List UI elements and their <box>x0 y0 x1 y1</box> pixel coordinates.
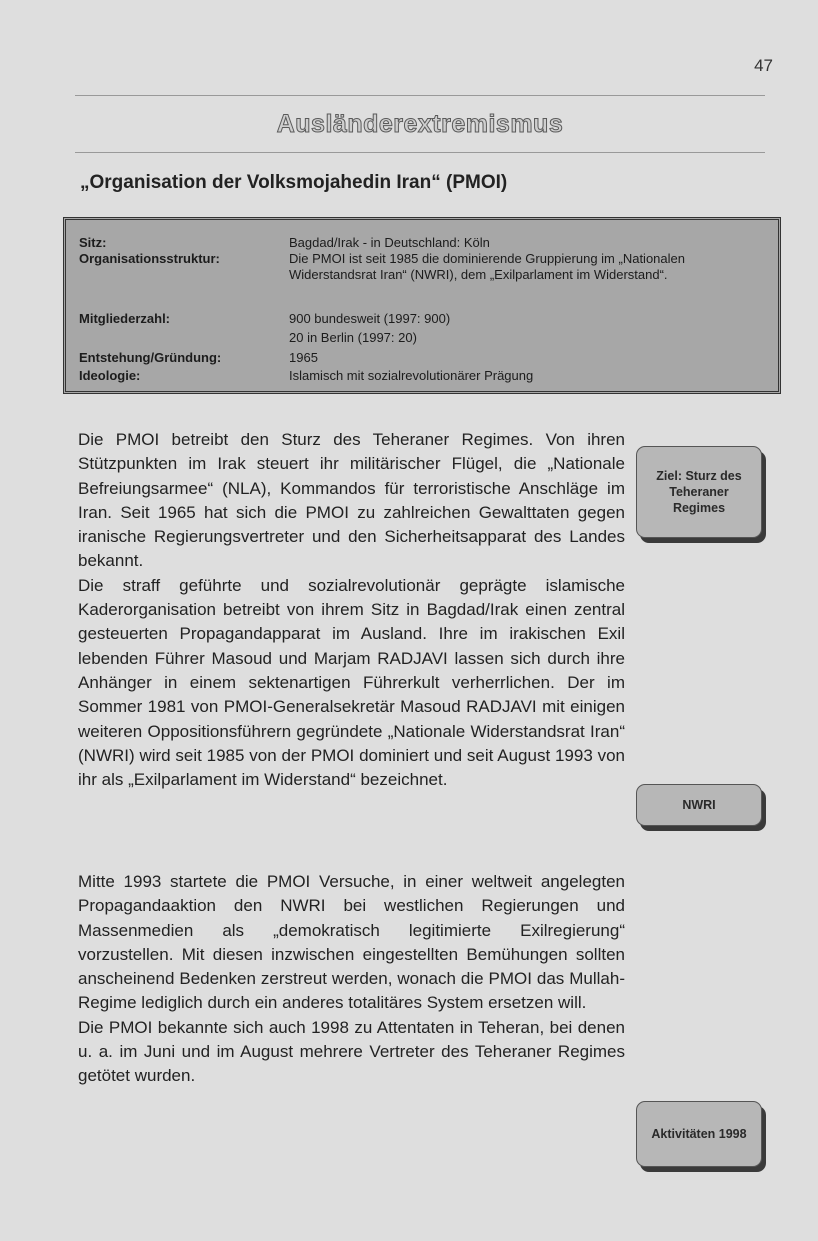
info-label-sitz: Sitz: <box>79 235 107 250</box>
info-box <box>63 217 781 394</box>
page-number: 47 <box>754 56 773 75</box>
paragraph-1: Die PMOI betreibt den Sturz des Teheraner Regimes. Von ihren Stützpunkten im Irak steuert ihr militärischer Flügel, die „Nationale Befreiungsarmee“ (NLA), Kommandos für terroristische Anschläge im Iran. Seit 1965 hat sich die PMOI zu zahlreichen Gewalttaten gegen iranische Regierungsvertreter und den Sicherheitsapparat des Landes bekannt. <box>78 430 625 571</box>
info-value-ideologie: Islamisch mit sozialrevolutionärer Prägung <box>289 368 534 383</box>
info-value-gruendung: 1965 <box>289 350 318 365</box>
paragraph-4: Die PMOI bekannte sich auch 1998 zu Attentaten in Teheran, bei denen u. a. im Juni und im August mehrere Vertreter des Teheraner Regimes getötet wurden. <box>78 1017 625 1086</box>
header-rule-top <box>75 95 765 96</box>
paragraph-3: Mitte 1993 startete die PMOI Versuche, in einer weltweit angelegten Propagandaaktion den NWRI bei westlichen Regierungen und Massenmedien als „demokratisch legitimierte Exilregierung“ vorzustellen. Mit diesen inzwischen eingestellten Bemühungen sollten anscheinend Bedenken zerstreut werden, wonach die PMOI das Mullah-Regime lediglich durch ein anderes totalitäres System ersetzen will. <box>78 872 625 1013</box>
info-value-struktur: Die PMOI ist seit 1985 die dominierende Gruppierung im „Nationalen Widerstandsrat Iran“ (NWRI), dem „Exilparlament im Widerstand“. <box>289 251 685 282</box>
organization-heading: „Organisation der Volksmojahedin Iran“ (PMOI) <box>80 172 508 193</box>
body-text-block-2 <box>78 870 625 1089</box>
margin-note-nwri: NWRI <box>636 784 762 826</box>
info-label-struktur: Organisationsstruktur: <box>79 251 220 266</box>
info-value-sitz: Bagdad/Irak - in Deutschland: Köln <box>289 235 490 250</box>
section-title: Ausländerextremismus <box>276 110 564 138</box>
info-label-mitglieder: Mitgliederzahl: <box>79 311 171 326</box>
margin-note-aktivitaeten: Aktivitäten 1998 <box>636 1101 762 1167</box>
header-rule-bottom <box>75 152 765 153</box>
info-value-mitglieder-2: 20 in Berlin (1997: 20) <box>289 330 417 345</box>
info-label-gruendung: Entstehung/Gründung: <box>79 350 222 365</box>
paragraph-2: Die straff geführte und sozialrevolutionär geprägte islamische Kaderorganisation betreibt von ihrem Sitz in Bagdad/Irak einen zentral gesteuerten Propagandapparat im Ausland. Ihre im irakischen Exil lebenden Führer Masoud und Marjam RADJAVI lassen sich durch ihre Anhänger in einem sektenartigen Führerkult verherrlichen. Der im Sommer 1981 von PMOI-Generalsekretär Masoud RADJAVI mit einigen weiteren Oppositionsführern gegründete „Nationale Widerstandsrat Iran“ (NWRI) wird seit 1985 von der PMOI dominiert und seit August 1993 von ihr als „Exilparlament im Widerstand“ bezeichnet. <box>78 575 625 790</box>
body-text-block-1 <box>78 428 625 792</box>
info-value-mitglieder-1: 900 bundesweit (1997: 900) <box>289 311 451 326</box>
margin-note-ziel: Ziel: Sturz des Teheraner Regimes <box>636 446 762 538</box>
info-label-ideologie: Ideologie: <box>79 368 141 383</box>
